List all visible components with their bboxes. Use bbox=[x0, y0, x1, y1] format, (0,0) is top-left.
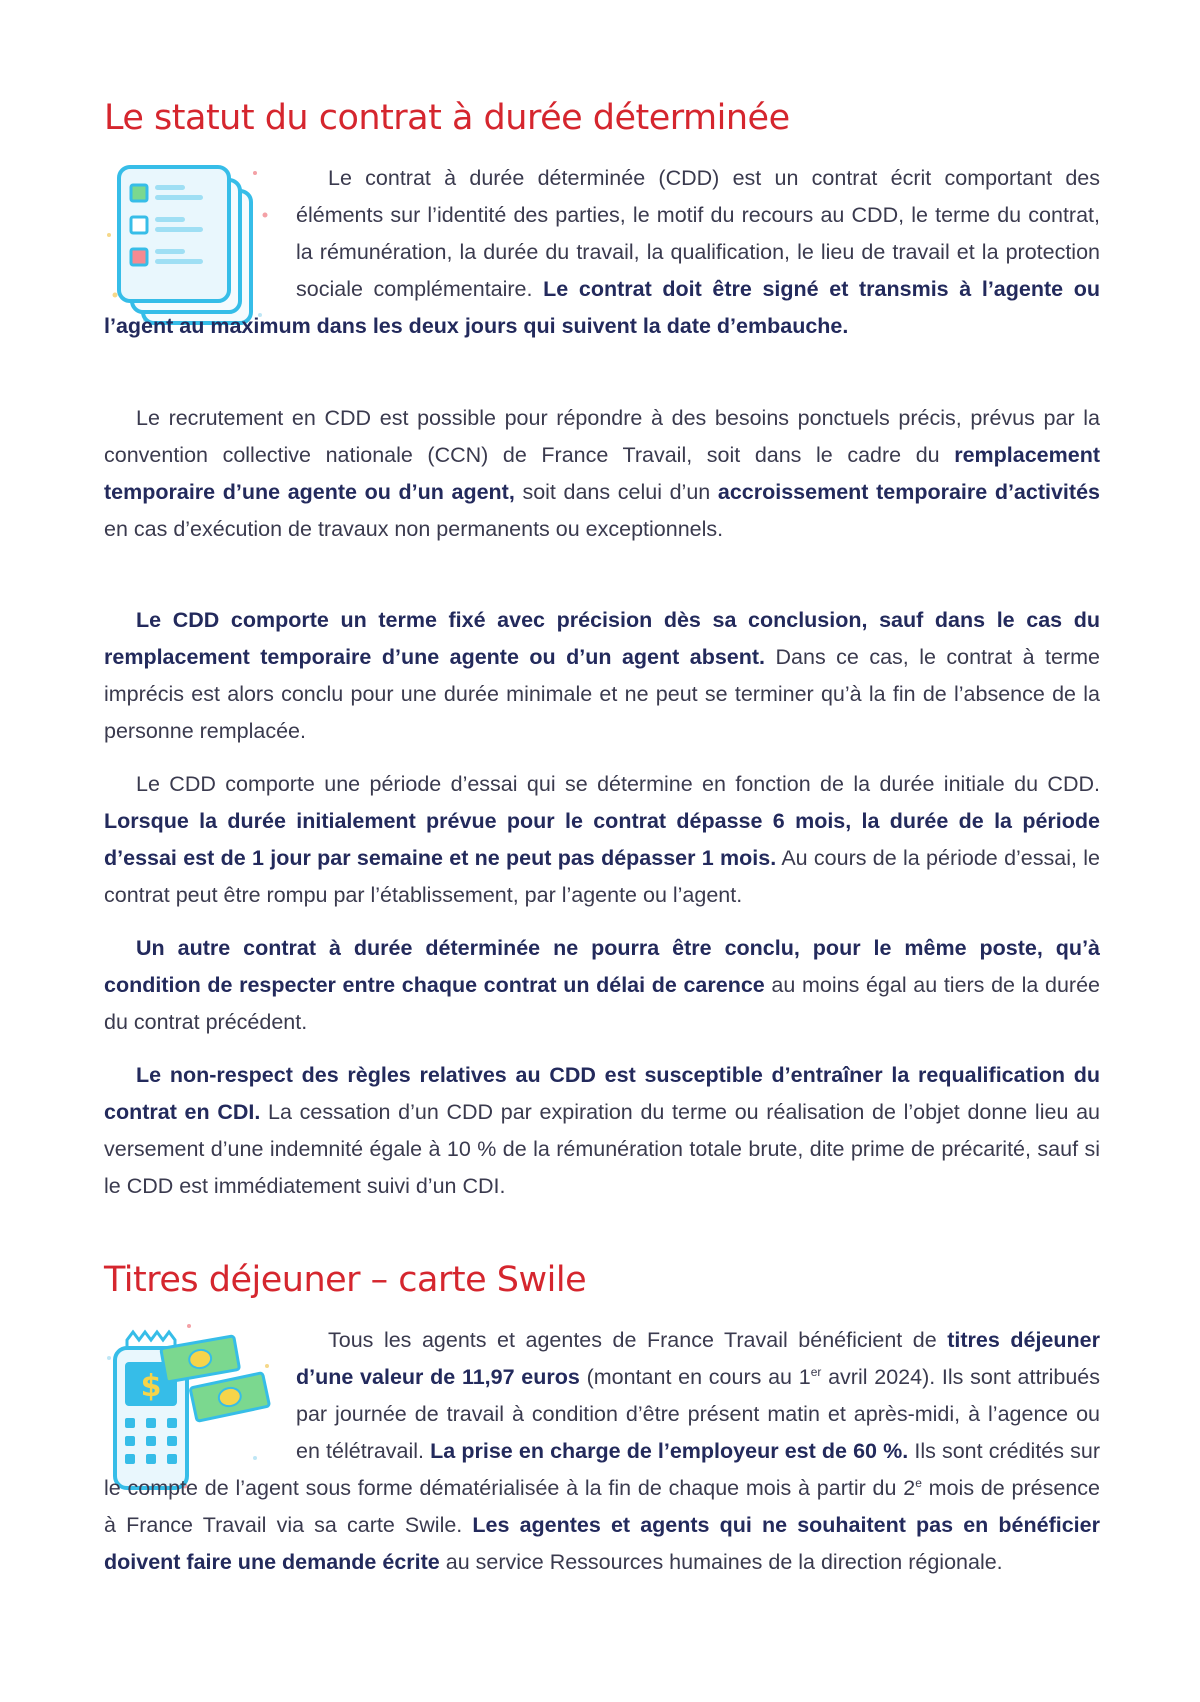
paragraph-cdd-waiting-period: Un autre contrat à durée déterminée ne pourra être conclu, pour le même poste, qu’à condition de respecter entre chaque contrat un délai de carence au moins égal au tiers de la durée du contrat précédent. bbox=[104, 936, 1100, 1034]
section-title-cdd: Le statut du contrat à durée déterminée bbox=[104, 98, 790, 138]
section-title-meal-vouchers: Titres déjeuner – carte Swile bbox=[104, 1260, 587, 1300]
paragraph-meal-vouchers: Tous les agents et agentes de France Travail bénéficient de titres déjeuner d’une valeur de 11,97 euros (montant en cours au 1er avril 2024). Ils sont attribués par journée de travail à condition d’être présent matin et après-midi, à l’agence ou en télétravail. La prise en charge de l’employeur est de 60 %. Ils sont crédités sur le compte de l’agent sous forme dématérialisée à la fin de chaque mois à partir du 2e mois de présence à France Travail via sa carte Swile. Les agentes et agents qui ne souhaitent pas en bénéficier doivent faire une demande écrite au service Ressources humaines de la direction régionale. bbox=[104, 1328, 1100, 1574]
paragraph-cdd-definition: Le contrat à durée déterminée (CDD) est un contrat écrit comportant des éléments sur l’identité des parties, le motif du recours au CDD, le terme du contrat, la rémunération, la durée du travail, la qualification, le lieu de travail et la protection sociale complémentaire. Le contrat doit être signé et transmis à l’agente ou l’agent au maximum dans les deux jours qui suivent la date d’embauche. bbox=[104, 166, 1100, 338]
paragraph-cdd-recruitment: Le recrutement en CDD est possible pour répondre à des besoins ponctuels précis, prévus par la convention collective nationale (CCN) de France Travail, soit dans le cadre du remplacement temporaire d’une agente ou d’un agent, soit dans celui d’un accroissement temporaire d’activités en cas d’exécution de travaux non permanents ou exceptionnels. bbox=[104, 406, 1100, 541]
paragraph-cdd-term: Le CDD comporte un terme fixé avec précision dès sa conclusion, sauf dans le cas du remplacement temporaire d’une agente ou d’un agent absent. Dans ce cas, le contrat à terme imprécis est alors conclu pour une durée minimale et ne peut se terminer qu’à la fin de l’absence de la personne remplacée. bbox=[104, 608, 1100, 743]
paragraph-cdd-requalification: Le non-respect des règles relatives au CDD est susceptible d’entraîner la requalification du contrat en CDI. La cessation d’un CDD par expiration du terme ou réalisation de l’objet donne lieu au versement d’une indemnité égale à 10 % de la rémunération totale brute, dite prime de précarité, sauf si le CDD est immédiatement suivi d’un CDI. bbox=[104, 1063, 1100, 1198]
svg-text:$: $ bbox=[140, 1369, 162, 1404]
paragraph-cdd-trial-period: Le CDD comporte une période d’essai qui se détermine en fonction de la durée initiale du CDD. Lorsque la durée initialement prévue pour le contrat dépasse 6 mois, la durée de la période d’essai est de 1 jour par semaine et ne peut pas dépasser 1 mois. Au cours de la période d’essai, le contrat peut être rompu par l’établissement, par l’agente ou l’agent. bbox=[104, 772, 1100, 907]
